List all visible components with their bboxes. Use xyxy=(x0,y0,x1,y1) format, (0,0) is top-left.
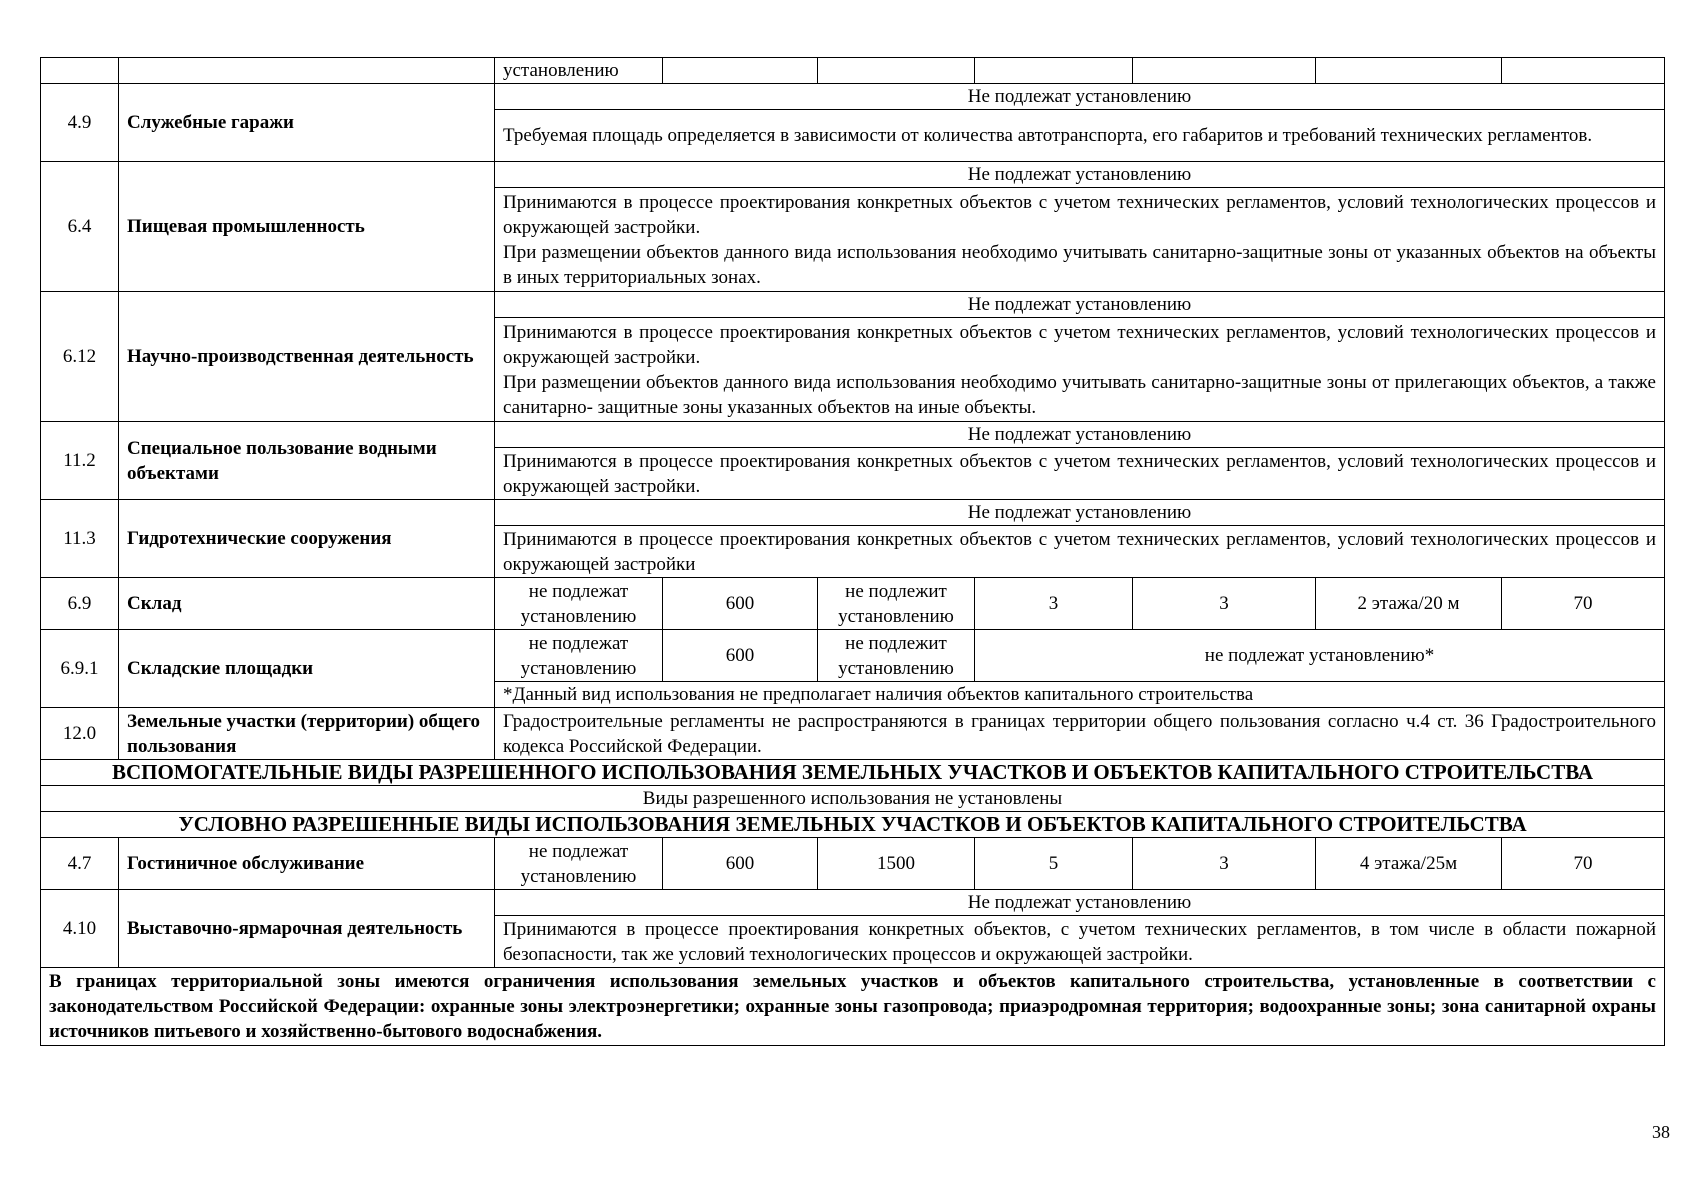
row-header: Не подлежат установлению xyxy=(495,890,1665,916)
zoning-table xyxy=(40,57,1665,1046)
row-text: Градостроительные регламенты не распространяются в границах территории общего пользования согласно ч.4 ст. 36 Градостроительного кодекса Российской Федерации. xyxy=(495,708,1665,760)
cell-value: не подлежит установлению xyxy=(818,630,975,682)
row-name: Специальное пользование водными объектами xyxy=(119,422,495,500)
table-row xyxy=(41,760,1665,786)
table-row xyxy=(41,58,1665,84)
table-row xyxy=(41,630,1665,682)
cell-text: установлению xyxy=(495,58,663,84)
cell-value: не подлежит установлению xyxy=(818,578,975,630)
row-text: Принимаются в процессе проектирования конкретных объектов с учетом технических регламентов, условий технологических процессов и окружающей застройки. xyxy=(495,448,1665,500)
row-text-para: Принимаются в процессе проектирования конкретных объектов с учетом технических регламентов, условий технологических процессов и окружающей застройки. xyxy=(503,191,1656,238)
row-name: Складские площадки xyxy=(119,630,495,708)
restrictions-note: В границах территориальной зоны имеются ограничения использования земельных участков и объектов капитального строительства, установленные в соответствии с законодательством Российской Федерации: охранные зоны электроэнергетики; охранные зоны газопровода; приаэродромная территория; водоохранные зоны; зона санитарной охраны источников питьевого и хозяйственно-бытового водоснабжения. xyxy=(41,968,1665,1046)
cell-value: 600 xyxy=(663,630,818,682)
cell-value: 70 xyxy=(1502,578,1665,630)
table-row xyxy=(41,838,1665,890)
table-row xyxy=(41,292,1665,318)
row-text xyxy=(495,188,1665,292)
row-number: 4.9 xyxy=(41,84,119,162)
row-name: Земельные участки (территории) общего пользования xyxy=(119,708,495,760)
cell-value: 3 xyxy=(1133,578,1316,630)
cell-value: 5 xyxy=(975,838,1133,890)
cell-value: 600 xyxy=(663,578,818,630)
cell-value: не подлежат установлению xyxy=(495,838,663,890)
table-row xyxy=(41,578,1665,630)
row-number: 4.10 xyxy=(41,890,119,968)
row-number: 6.4 xyxy=(41,162,119,292)
row-text: Требуемая площадь определяется в зависимости от количества автотранспорта, его габаритов и требований технических регламентов. xyxy=(495,110,1665,162)
row-note: *Данный вид использования не предполагает наличия объектов капитального строительства xyxy=(495,682,1665,708)
section-heading: УСЛОВНО РАЗРЕШЕННЫЕ ВИДЫ ИСПОЛЬЗОВАНИЯ ЗЕМЕЛЬНЫХ УЧАСТКОВ И ОБЪЕКТОВ КАПИТАЛЬНОГО СТРОИТЕЛЬСТВА xyxy=(41,812,1665,838)
cell-empty xyxy=(119,58,495,84)
table-row xyxy=(41,708,1665,760)
cell-value: не подлежат установлению* xyxy=(975,630,1665,682)
table-row xyxy=(41,162,1665,188)
row-name: Служебные гаражи xyxy=(119,84,495,162)
row-name: Склад xyxy=(119,578,495,630)
cell-value: 2 этажа/20 м xyxy=(1316,578,1502,630)
cell-value: не подлежат установлению xyxy=(495,630,663,682)
row-name: Гостиничное обслуживание xyxy=(119,838,495,890)
row-number: 11.2 xyxy=(41,422,119,500)
cell-value: 3 xyxy=(975,578,1133,630)
row-header: Не подлежат установлению xyxy=(495,84,1665,110)
cell-value: не подлежат установлению xyxy=(495,578,663,630)
row-header: Не подлежат установлению xyxy=(495,292,1665,318)
page-number: 38 xyxy=(1652,1122,1670,1142)
row-name: Гидротехнические сооружения xyxy=(119,500,495,578)
table-row xyxy=(41,968,1665,1046)
row-header: Не подлежат установлению xyxy=(495,422,1665,448)
row-name: Пищевая промышленность xyxy=(119,162,495,292)
row-number: 12.0 xyxy=(41,708,119,760)
cell-value: 600 xyxy=(663,838,818,890)
row-text: Принимаются в процессе проектирования конкретных объектов с учетом технических регламентов, условий технологических процессов и окружающей застройки xyxy=(495,526,1665,578)
row-number: 6.12 xyxy=(41,292,119,422)
row-number: 6.9 xyxy=(41,578,119,630)
row-header: Не подлежат установлению xyxy=(495,162,1665,188)
table-row xyxy=(41,890,1665,916)
table-row xyxy=(41,812,1665,838)
table-row xyxy=(41,84,1665,110)
row-text-para: При размещении объектов данного вида использования необходимо учитывать санитарно-защитные зоны от указанных объектов на объекты в иных территориальных зонах. xyxy=(503,241,1656,288)
row-number: 6.9.1 xyxy=(41,630,119,708)
table-row xyxy=(41,500,1665,526)
row-text-para: При размещении объектов данного вида использования необходимо учитывать санитарно-защитные зоны от прилегающих объектов, а также санитарно- защитные зоны указанных объектов на иные объекты. xyxy=(503,371,1656,418)
row-number: 11.3 xyxy=(41,500,119,578)
section-text: Виды разрешенного использования не установлены xyxy=(41,786,1665,812)
document-page xyxy=(40,57,1664,1046)
row-text-para: Принимаются в процессе проектирования конкретных объектов с учетом технических регламентов, условий технологических процессов и окружающей застройки. xyxy=(503,321,1656,368)
cell-value: 4 этажа/25м xyxy=(1316,838,1502,890)
row-name: Научно-производственная деятельность xyxy=(119,292,495,422)
cell-value: 3 xyxy=(1133,838,1316,890)
row-text: Принимаются в процессе проектирования конкретных объектов, с учетом технических регламентов, в том числе в области пожарной безопасности, так же условий технологических процессов и окружающей застройки. xyxy=(495,916,1665,968)
section-heading: ВСПОМОГАТЕЛЬНЫЕ ВИДЫ РАЗРЕШЕННОГО ИСПОЛЬЗОВАНИЯ ЗЕМЕЛЬНЫХ УЧАСТКОВ И ОБЪЕКТОВ КАПИТАЛЬНОГО СТРОИТЕЛЬСТВА xyxy=(41,760,1665,786)
row-name: Выставочно-ярмарочная деятельность xyxy=(119,890,495,968)
cell-value: 70 xyxy=(1502,838,1665,890)
table-row xyxy=(41,786,1665,812)
cell-value: 1500 xyxy=(818,838,975,890)
row-text xyxy=(495,318,1665,422)
row-header: Не подлежат установлению xyxy=(495,500,1665,526)
row-number: 4.7 xyxy=(41,838,119,890)
table-row xyxy=(41,422,1665,448)
cell-empty xyxy=(41,58,119,84)
